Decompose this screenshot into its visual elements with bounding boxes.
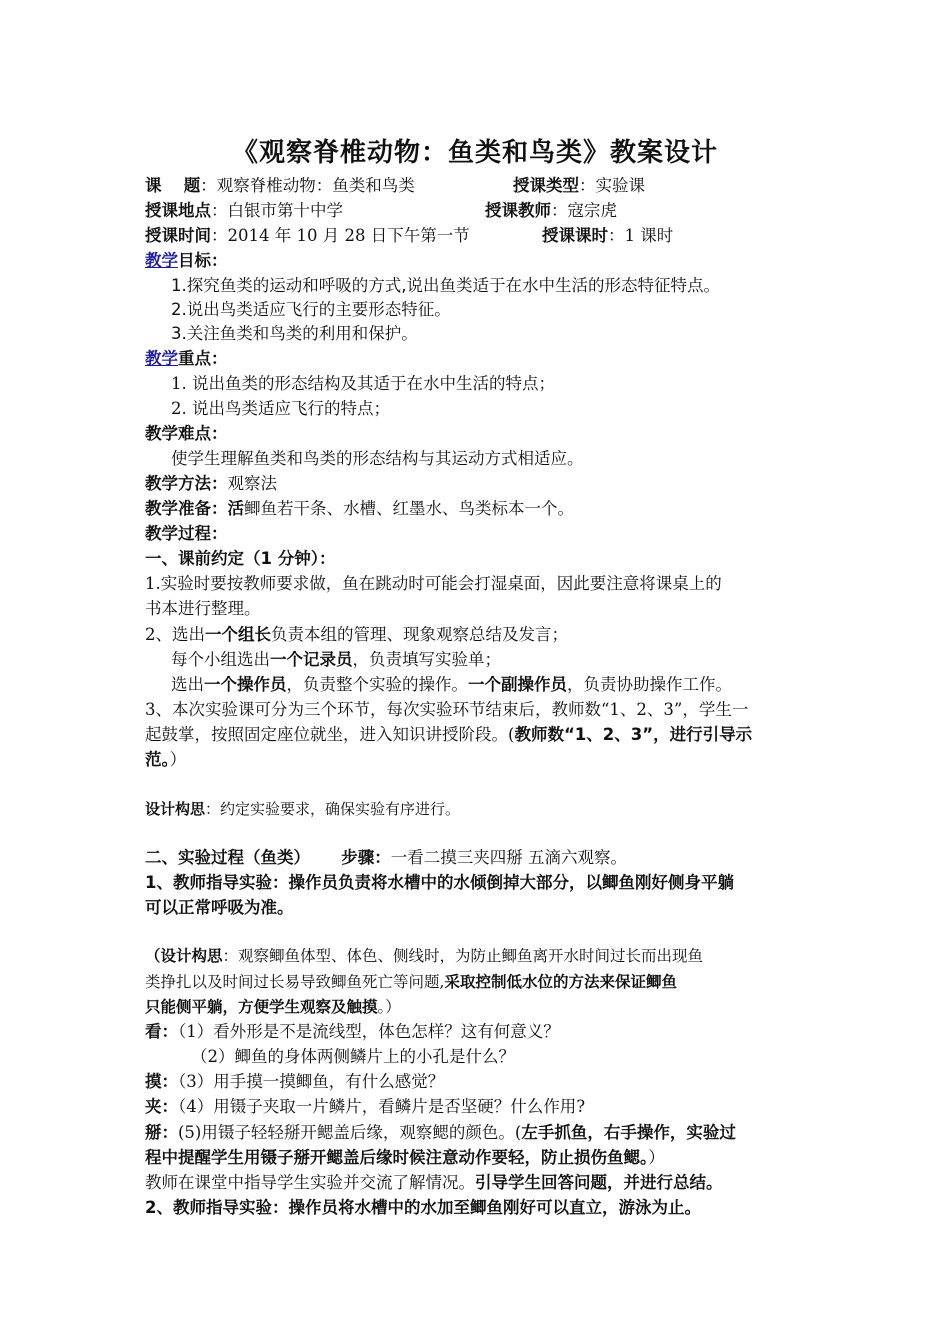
clip-row <box>145 1095 825 1119</box>
sec2-heading: 二、实验过程（鱼类） <box>145 848 310 867</box>
difficulty-text: 使学生理解鱼类和鸟类的形态结构与其运动方式相适应。 <box>171 449 584 468</box>
goals-label: 目标： <box>178 251 228 270</box>
goals-link[interactable]: 教学 <box>145 251 178 270</box>
sec2-t1a: 1、教师指导实验：操作员负责将水槽中的水倾倒掉大部分，以鲫鱼刚好侧身平躺 <box>145 873 734 892</box>
question-3: （3）用手摸一摸鲫鱼，有什么感觉？ <box>178 1072 445 1091</box>
teacher-value: ：寇宗虎 <box>551 201 617 220</box>
goal-item-3: 3.关注鱼类和鸟类的利用和保护。 <box>171 324 418 343</box>
sec2-design-text-a: ：观察鲫鱼体型、体色、侧线时，为防止鲫鱼离开水时间过长而出现鱼 <box>222 947 704 965</box>
sec2-design-a <box>145 944 825 968</box>
sec1-design-text: ：约定实验要求，确保实验有序进行。 <box>205 800 461 818</box>
look-label: 看： <box>145 1022 178 1041</box>
guide-bold: 引导学生回答问题，并进行总结。 <box>475 1173 723 1192</box>
question-5-pre: (5)用镊子轻轻掰开鳃盖后缘，观察鳃的颜色。( <box>178 1123 522 1142</box>
sec2-design-text-b-pre: 类挣扎以及时间过长易导致鲫鱼死亡等问题, <box>145 973 445 991</box>
sec1-p5b-pre: 起鼓掌，按照固定座位就坐，进入知识讲授阶段。( <box>145 725 515 744</box>
sec1-p4 <box>145 673 851 697</box>
sec1-p4-pre: 选出 <box>171 675 204 694</box>
sec1-heading: 一、课前约定（1 分钟）： <box>145 549 336 568</box>
sec2-steps-text: 一看二摸三夹四掰 五滴六观察。 <box>390 848 627 867</box>
sec2-t1b: 可以正常呼吸为准。 <box>145 898 294 917</box>
touch-label: 摸： <box>145 1072 178 1091</box>
type-label: 授课类型 <box>513 176 579 195</box>
question-4: （4）用镊子夹取一片鳞片，看鳞片是否坚硬？什么作用? <box>178 1097 586 1116</box>
sec2-design-c <box>145 995 825 1019</box>
teacher-label: 授课教师 <box>485 201 551 220</box>
sec1-p3-pre: 每个小组选出 <box>171 650 270 669</box>
sec1-p2-bold: 一个组长 <box>205 625 271 644</box>
sec2-design-open: （ <box>145 947 161 965</box>
hours-label: 授课课时 <box>542 226 608 245</box>
keypoint-item-2: 2. 说出鸟类适应飞行的特点； <box>171 399 390 418</box>
sec1-p1b: 书本进行整理。 <box>145 599 261 618</box>
sec2-t2: 2、教师指导实验：操作员将水槽中的水加至鲫鱼刚好可以直立，游泳为止。 <box>145 1198 701 1217</box>
topic-label: 课 题 <box>145 176 201 195</box>
sec1-p2 <box>145 623 825 647</box>
process-label: 教学过程： <box>145 524 228 543</box>
guide-row <box>145 1171 825 1195</box>
sec1-p4-bold2: 一个副操作员 <box>468 675 567 694</box>
sec2-steps <box>341 848 627 867</box>
info-row-time <box>145 224 825 248</box>
time-value: ：2014 年 10 月 28 日下午第一节 <box>211 226 470 245</box>
goals-heading <box>145 249 825 273</box>
guide-pre: 教师在课堂中指导学生实验并交流了解情况。 <box>145 1173 475 1192</box>
sec1-p2-post: 负责本组的管理、现象观察总结及发言； <box>271 625 568 644</box>
time-label: 授课时间 <box>145 226 211 245</box>
prep-row <box>145 497 825 521</box>
type-value: ：实验课 <box>579 176 645 195</box>
prep-bold: 活 <box>227 499 244 518</box>
keypoints-link[interactable]: 教学 <box>145 349 178 368</box>
keypoint-item-1: 1. 说出鱼类的形态结构及其适于在水中生活的特点； <box>171 374 555 393</box>
sec1-design-label: 设计构思 <box>145 800 206 818</box>
goal-item-1: 1.探究鱼类的运动和呼吸的方式,说出鱼类适于在水中生活的形态特征特点。 <box>171 276 720 295</box>
document-title: 《观察脊椎动物：鱼类和鸟类》教案设计 <box>231 138 718 168</box>
method-row <box>145 472 825 496</box>
sec2-design-text-b-bold: 采取控制低水位的方法来保证鲫鱼 <box>444 973 677 991</box>
question-5b-post: ） <box>648 1148 665 1167</box>
keypoints-heading <box>145 347 825 371</box>
info-row-place <box>145 199 825 223</box>
teacher-cell <box>485 199 617 223</box>
sec1-p3-bold: 一个记录员 <box>270 650 353 669</box>
sec1-p2-pre: 2、选出 <box>145 625 205 644</box>
hours-value: ：1 课时 <box>608 226 674 245</box>
goal-item-2: 2.说出鸟类适应飞行的主要形态特征。 <box>171 300 451 319</box>
sec1-p5b <box>145 723 825 747</box>
sec1-p5c <box>145 748 825 772</box>
sec1-p5b-bold: 教师数“1、2、3”，进行引导示 <box>514 725 753 744</box>
question-5b-bold: 程中提醒学生用镊子掰开鳃盖后缘时候注意动作要轻，防止损伤鱼鳃。 <box>145 1148 649 1167</box>
prep-label: 教学准备： <box>145 499 228 518</box>
sec1-p5c-bold: 范。 <box>145 750 170 769</box>
look-row-1 <box>145 1020 825 1044</box>
sec1-p3-post: ，负责填写实验单； <box>352 650 501 669</box>
question-1: （1）看外形是不是流线型，体色怎样？这有何意义？ <box>178 1022 560 1041</box>
sec1-p5a: 3、本次实验课可分为三个环节，每次实验环节结束后，教师数“1、2、3”，学生一 <box>145 700 749 719</box>
question-2: （2）鲫鱼的身体两侧鳞片上的小孔是什么？ <box>191 1047 515 1066</box>
sec2-steps-label: 步骤： <box>341 848 391 867</box>
sec1-p5c-post: ） <box>169 750 187 769</box>
sec1-p1a: 1.实验时要按教师要求做，鱼在跳动时可能会打湿桌面，因此要注意将课桌上的 <box>145 574 722 593</box>
sec1-p4-post: ，负责协助操作工作。 <box>567 675 732 694</box>
pry-row <box>145 1121 825 1145</box>
difficulty-label: 教学难点： <box>145 424 228 443</box>
sec2-design-text-c-post: 。） <box>377 998 401 1016</box>
sec1-design <box>145 797 825 821</box>
keypoints-label: 重点： <box>178 349 228 368</box>
pry-label: 掰： <box>145 1123 178 1142</box>
place-label: 授课地点 <box>145 201 211 220</box>
clip-label: 夹： <box>145 1097 178 1116</box>
place-value: ：白银市第十中学 <box>211 201 343 220</box>
sec1-p4-bold1: 一个操作员 <box>204 675 287 694</box>
hours-cell <box>542 224 673 248</box>
sec2-design-text-c-bold: 只能侧平躺，方便学生观察及触摸 <box>145 998 378 1016</box>
topic-value: ：观察脊椎动物：鱼类和鸟类 <box>200 176 415 195</box>
type-cell <box>513 174 645 198</box>
prep-text: 鲫鱼若干条、水槽、红墨水、鸟类标本一个。 <box>244 499 574 518</box>
sec2-heading-row <box>145 846 825 870</box>
sec1-p4-mid: ，负责整个实验的操作。 <box>286 675 468 694</box>
touch-row <box>145 1070 825 1094</box>
pry-row-2 <box>145 1146 825 1170</box>
sec2-design-label: 设计构思 <box>160 947 223 965</box>
method-text: 观察法 <box>227 474 277 493</box>
method-label: 教学方法： <box>145 474 228 493</box>
question-5-bold: 左手抓鱼，右手操作，实验过 <box>521 1123 736 1142</box>
sec1-p3 <box>145 648 851 672</box>
info-row-topic <box>145 174 825 198</box>
sec2-design-b <box>145 970 825 994</box>
